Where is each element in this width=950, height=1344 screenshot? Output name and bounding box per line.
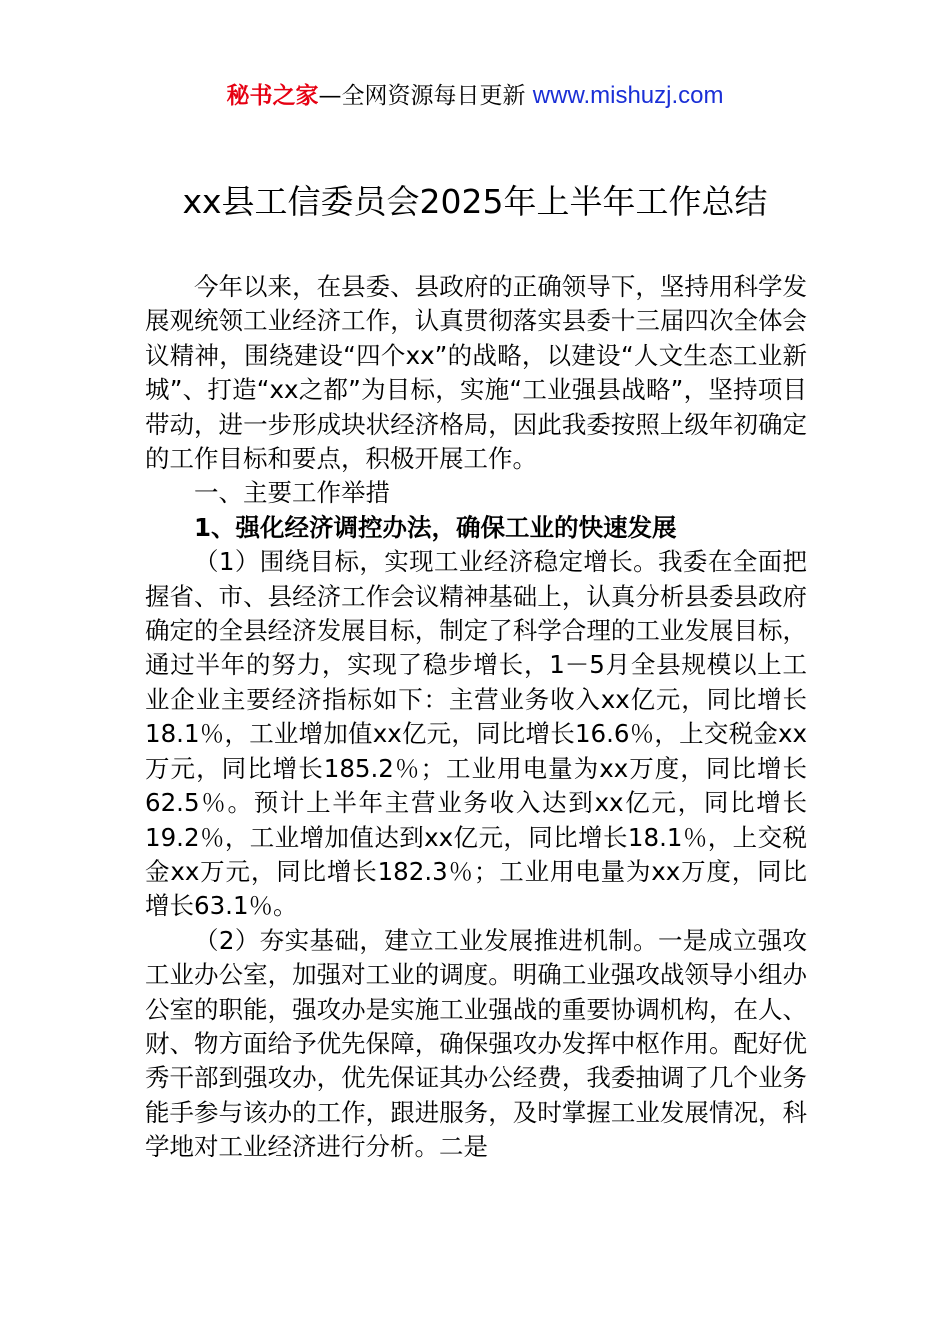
intro-paragraph: 今年以来，在县委、县政府的正确领导下，坚持用科学发展观统领工业经济工作，认真贯彻落实县委十三届四次全体会议精神，围绕建设“四个xx”的战略，以建设“人文生态工业新城”、打造“xx之都”为目标，实施“工业强县战略”，坚持项目带动，进一步形成块状经济格局，因此我委按照上级年初确定的工作目标和要点，积极开展工作。 xyxy=(145,272,807,474)
site-tagline: —全网资源每日更新 xyxy=(318,83,533,109)
site-header xyxy=(0,80,950,112)
document-title: xx县工信委员会2025年上半年工作总结 xyxy=(182,182,768,221)
site-brand: 秘书之家 xyxy=(226,83,319,109)
body-paragraph: （2）夯实基础，建立工业发展推进机制。一是成立强攻工业办公室，加强对工业的调度。明确工业强攻战领导小组办公室的职能，强攻办是实施工业强战的重要协调机构，在人、财、物方面给予优先保障，确保强攻办发挥中枢作用。配好优秀干部到强攻办，优先保证其办公经费，我委抽调了几个业务能手参与该办的工作，跟进服务，及时掌握工业发展情况，科学地对工业经济进行分析。二是 xyxy=(145,925,807,1162)
body-paragraph: （1）围绕目标，实现工业经济稳定增长。我委在全面把握省、市、县经济工作会议精神基础上，认真分析县委县政府确定的全县经济发展目标，制定了科学合理的工业发展目标，通过半年的努力，实现了稳步增长，1－5月全县规模以上工业企业主要经济指标如下：主营业务收入xx亿元，同比增长18.1％，工业增加值xx亿元，同比增长16.6％，上交税金xx万元，同比增长185.2％；工业用电量为xx万度，同比增长62.5％。预计上半年主营业务收入达到xx亿元，同比增长19.2％，工业增加值达到xx亿元，同比增长18.1％，上交税金xx万元，同比增长182.3％；工业用电量为xx万度，同比增长63.1％。 xyxy=(145,547,807,921)
document-body xyxy=(145,270,807,1165)
site-url-link[interactable]: www.mishuzj.com xyxy=(532,82,724,109)
section-heading: 一、主要工作举措 xyxy=(194,478,390,508)
subsection-heading: 1、强化经济调控办法，确保工业的快速发展 xyxy=(194,512,677,542)
